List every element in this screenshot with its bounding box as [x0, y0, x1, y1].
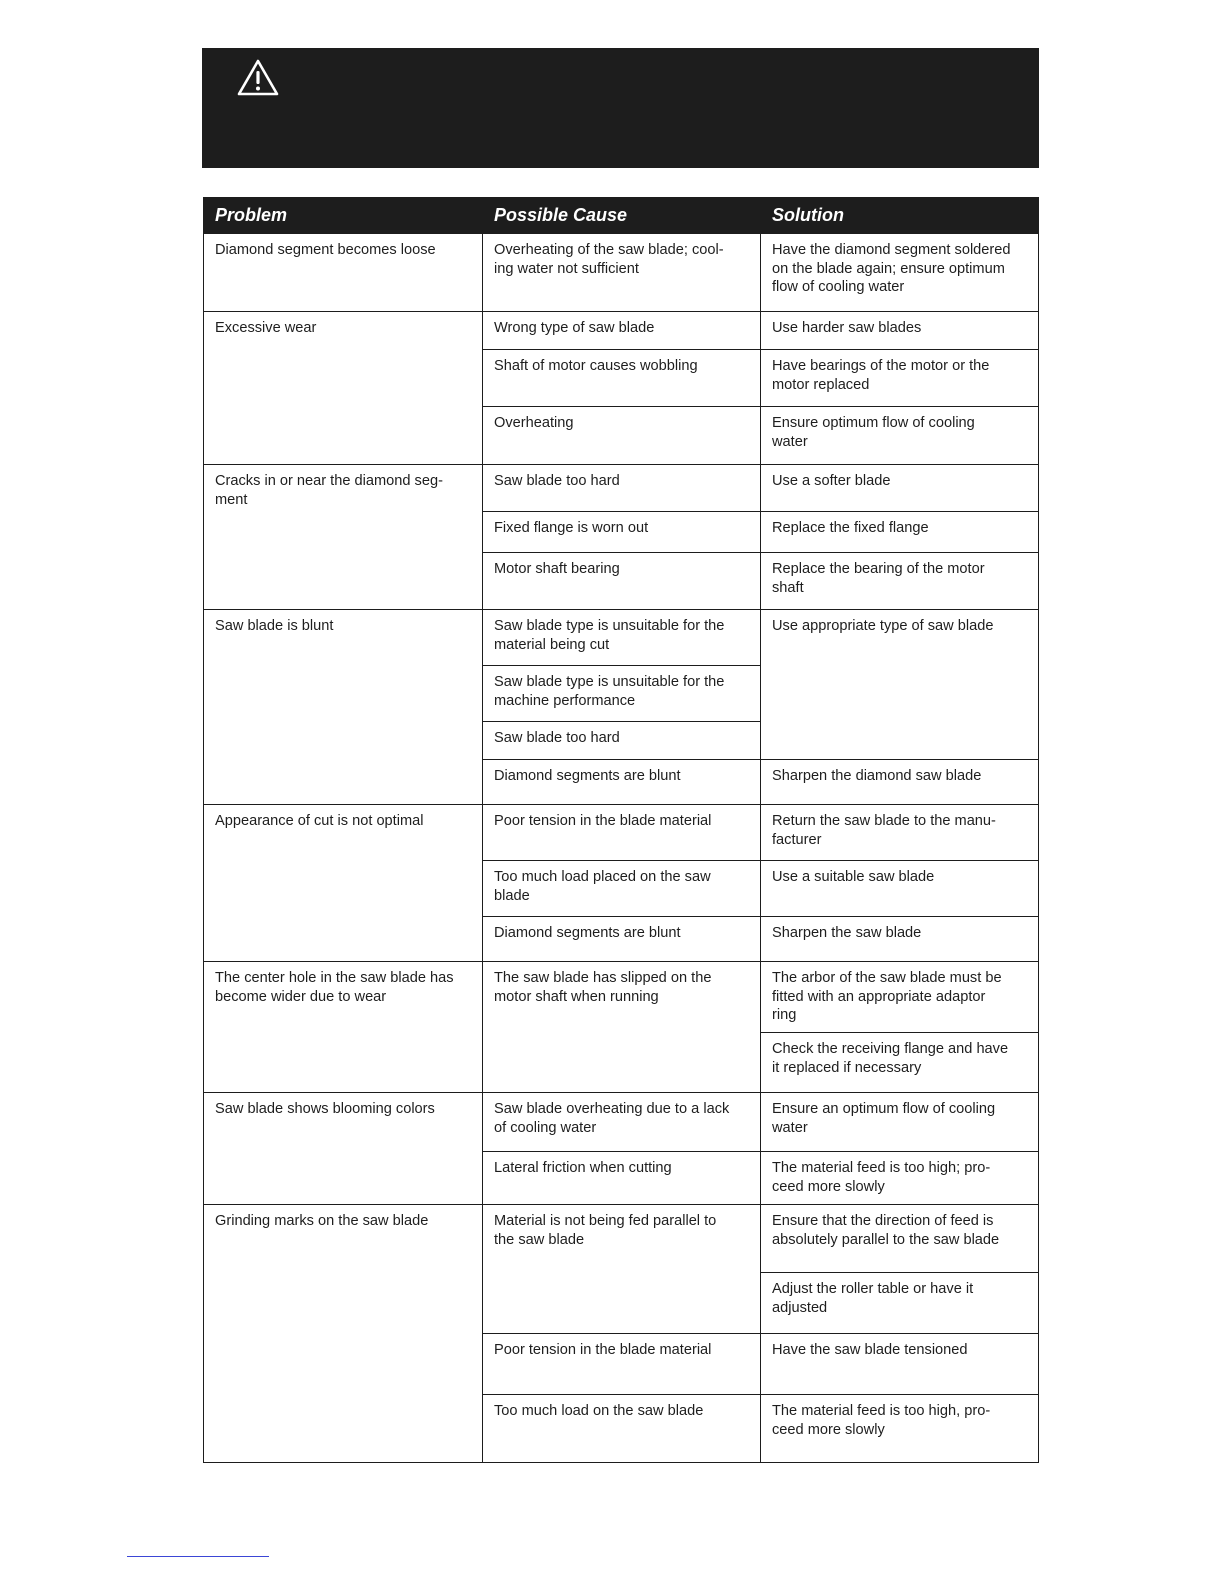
cause-cell: Wrong type of saw blade	[483, 312, 761, 350]
solution-cell: Use appropriate type of saw blade	[761, 610, 1039, 760]
solution-cell: Use harder saw blades	[761, 312, 1039, 350]
cause-cell: Poor tension in the blade material	[483, 1334, 761, 1395]
problem-cell: Appearance of cut is not optimal	[204, 805, 483, 962]
table-row	[204, 465, 1039, 512]
problem-cell: Excessive wear	[204, 312, 483, 465]
header-solution: Solution	[761, 198, 1039, 234]
solution-cell: Use a suitable saw blade	[761, 861, 1039, 917]
table-row	[204, 962, 1039, 1033]
problem-cell: Diamond segment becomes loose	[204, 234, 483, 312]
problem-cell: Saw blade shows blooming colors	[204, 1093, 483, 1205]
table-row	[204, 1093, 1039, 1152]
solution-cell: Replace the bearing of the motor shaft	[761, 553, 1039, 610]
solution-cell: The material feed is too high; pro- ceed more slowly	[761, 1152, 1039, 1205]
cause-cell: Overheating	[483, 407, 761, 465]
cause-cell: Saw blade overheating due to a lack of cooling water	[483, 1093, 761, 1152]
solution-cell: The material feed is too high, pro- ceed more slowly	[761, 1395, 1039, 1463]
cause-cell: Shaft of motor causes wobbling	[483, 350, 761, 407]
solution-cell: Have the diamond segment soldered on the blade again; ensure optimum flow of cooling water	[761, 234, 1039, 312]
cause-cell: Lateral friction when cutting	[483, 1152, 761, 1205]
table-row	[204, 1205, 1039, 1273]
cause-cell: Saw blade too hard	[483, 465, 761, 512]
troubleshooting-table	[203, 197, 1039, 1463]
table-row	[204, 610, 1039, 666]
cause-cell: The saw blade has slipped on the motor shaft when running	[483, 962, 761, 1093]
cause-cell: Diamond segments are blunt	[483, 917, 761, 962]
cause-cell: Diamond segments are blunt	[483, 760, 761, 805]
warning-banner	[202, 48, 1039, 168]
cause-cell: Too much load placed on the saw blade	[483, 861, 761, 917]
problem-cell: Cracks in or near the diamond seg- ment	[204, 465, 483, 610]
cause-cell: Fixed flange is worn out	[483, 512, 761, 553]
header-problem: Problem	[204, 198, 483, 234]
cause-cell: Motor shaft bearing	[483, 553, 761, 610]
solution-cell: Have bearings of the motor or the motor replaced	[761, 350, 1039, 407]
solution-cell: The arbor of the saw blade must be fitted with an appropriate adaptor ring	[761, 962, 1039, 1033]
solution-cell: Return the saw blade to the manu- facturer	[761, 805, 1039, 861]
solution-cell: Ensure an optimum flow of cooling water	[761, 1093, 1039, 1152]
problem-cell: Grinding marks on the saw blade	[204, 1205, 483, 1463]
cause-cell: Too much load on the saw blade	[483, 1395, 761, 1463]
problem-cell: The center hole in the saw blade has become wider due to wear	[204, 962, 483, 1093]
solution-cell: Adjust the roller table or have it adjusted	[761, 1273, 1039, 1334]
table-row	[204, 805, 1039, 861]
solution-cell: Sharpen the saw blade	[761, 917, 1039, 962]
solution-cell: Use a softer blade	[761, 465, 1039, 512]
header-possible-cause: Possible Cause	[483, 198, 761, 234]
solution-cell: Check the receiving flange and have it replaced if necessary	[761, 1033, 1039, 1093]
warning-triangle-icon	[236, 58, 280, 98]
problem-cell: Saw blade is blunt	[204, 610, 483, 805]
table-header-row	[204, 198, 1039, 234]
table-row	[204, 312, 1039, 350]
solution-cell: Ensure optimum flow of cooling water	[761, 407, 1039, 465]
cause-cell: Saw blade type is unsuitable for the machine performance	[483, 666, 761, 722]
solution-cell: Replace the fixed flange	[761, 512, 1039, 553]
cause-cell: Poor tension in the blade material	[483, 805, 761, 861]
cause-cell: Saw blade type is unsuitable for the material being cut	[483, 610, 761, 666]
cause-cell: Material is not being fed parallel to the saw blade	[483, 1205, 761, 1334]
solution-cell: Ensure that the direction of feed is absolutely parallel to the saw blade	[761, 1205, 1039, 1273]
footer-link-underline[interactable]	[127, 1556, 269, 1557]
cause-cell: Overheating of the saw blade; cool- ing water not sufficient	[483, 234, 761, 312]
table-row	[204, 234, 1039, 312]
solution-cell: Have the saw blade tensioned	[761, 1334, 1039, 1395]
cause-cell: Saw blade too hard	[483, 722, 761, 760]
solution-cell: Sharpen the diamond saw blade	[761, 760, 1039, 805]
